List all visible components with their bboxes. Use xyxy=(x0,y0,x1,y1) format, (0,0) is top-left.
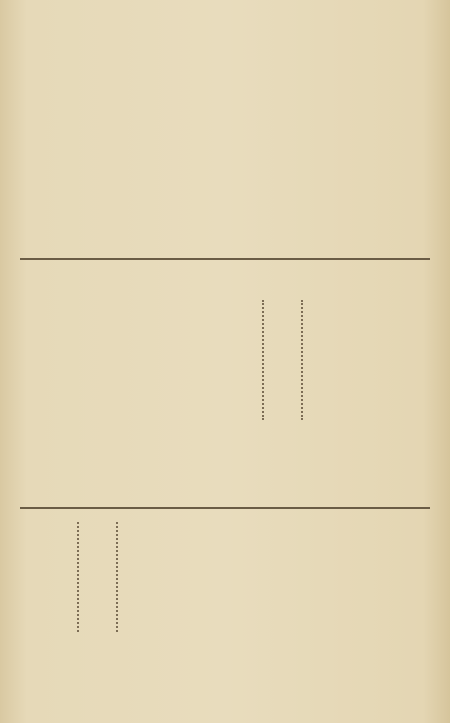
section-divider xyxy=(20,507,430,509)
title-dotted-border xyxy=(301,300,305,420)
title-dotted-border xyxy=(77,522,81,632)
section-divider xyxy=(20,258,430,260)
title-dotted-border xyxy=(262,300,266,420)
title-dotted-border xyxy=(116,522,120,632)
